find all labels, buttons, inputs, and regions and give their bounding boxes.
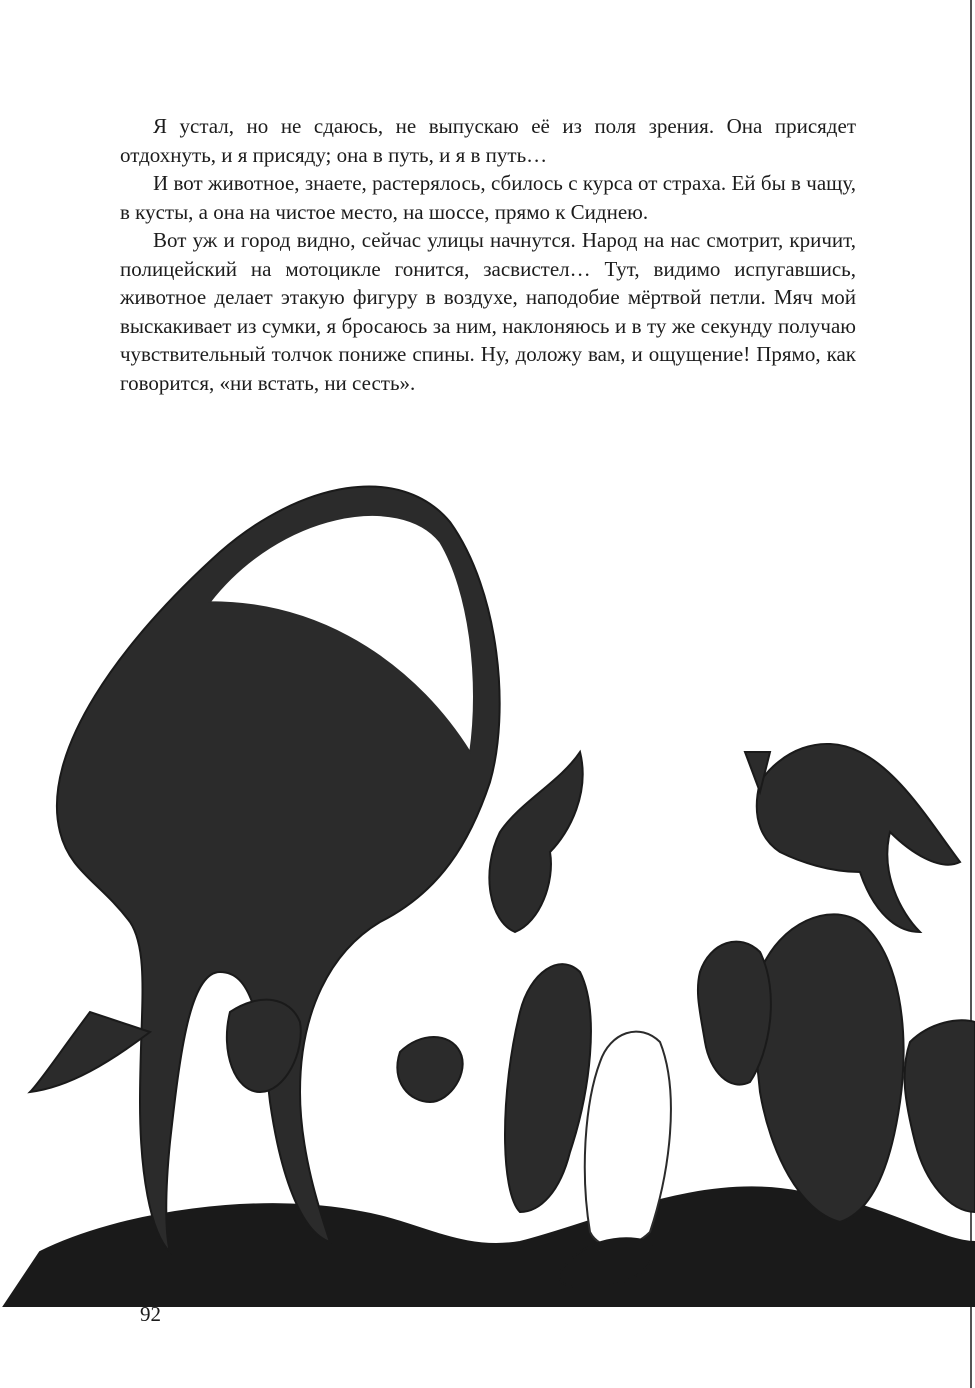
kangaroo-lower-right <box>754 914 903 1222</box>
kangaroo-mid-right <box>698 942 771 1085</box>
paragraph-3: Вот уж и город видно, сейчас улицы начнутся. Народ на нас смотрит, кричит, полицейский на мотоцикле гонится, засвистел… Тут, видимо испугавшись, животное делает этакую фигуру в воздухе, наподобие мёртвой петли. Мяч мой выскакивает из сумки, я бросаюсь за ним, наклоняюсь и в ту же секунду получаю чувствительный толчок пониже спины. Ну, доложу вам, и ощущение! Прямо, как говорится, «ни встать, ни сесть». <box>120 228 856 395</box>
page-number: 92 <box>140 1302 161 1326</box>
standing-kangaroo-1 <box>505 964 591 1212</box>
large-kangaroo-tail <box>30 1012 150 1092</box>
leaping-kangaroo <box>757 744 960 932</box>
paragraph-2: И вот животное, знаете, растерялось, сбилось с курса от страха. Ей бы в чащу, в кусты, а она на чистое место, на шоссе, прямо к Сиднею. <box>120 171 856 224</box>
body-text <box>120 112 856 397</box>
kangaroo-drawing <box>0 452 975 1307</box>
kangaroo-head-center <box>489 752 582 932</box>
kangaroo-right-edge <box>905 1020 975 1212</box>
kangaroo-illustration <box>0 452 975 1307</box>
paragraph-1: Я устал, но не сдаюсь, не выпускаю её из поля зрения. Она присядет отдохнуть, и я присяду; она в путь, и я в путь… <box>120 114 856 167</box>
small-kangaroo-1 <box>397 1037 462 1102</box>
